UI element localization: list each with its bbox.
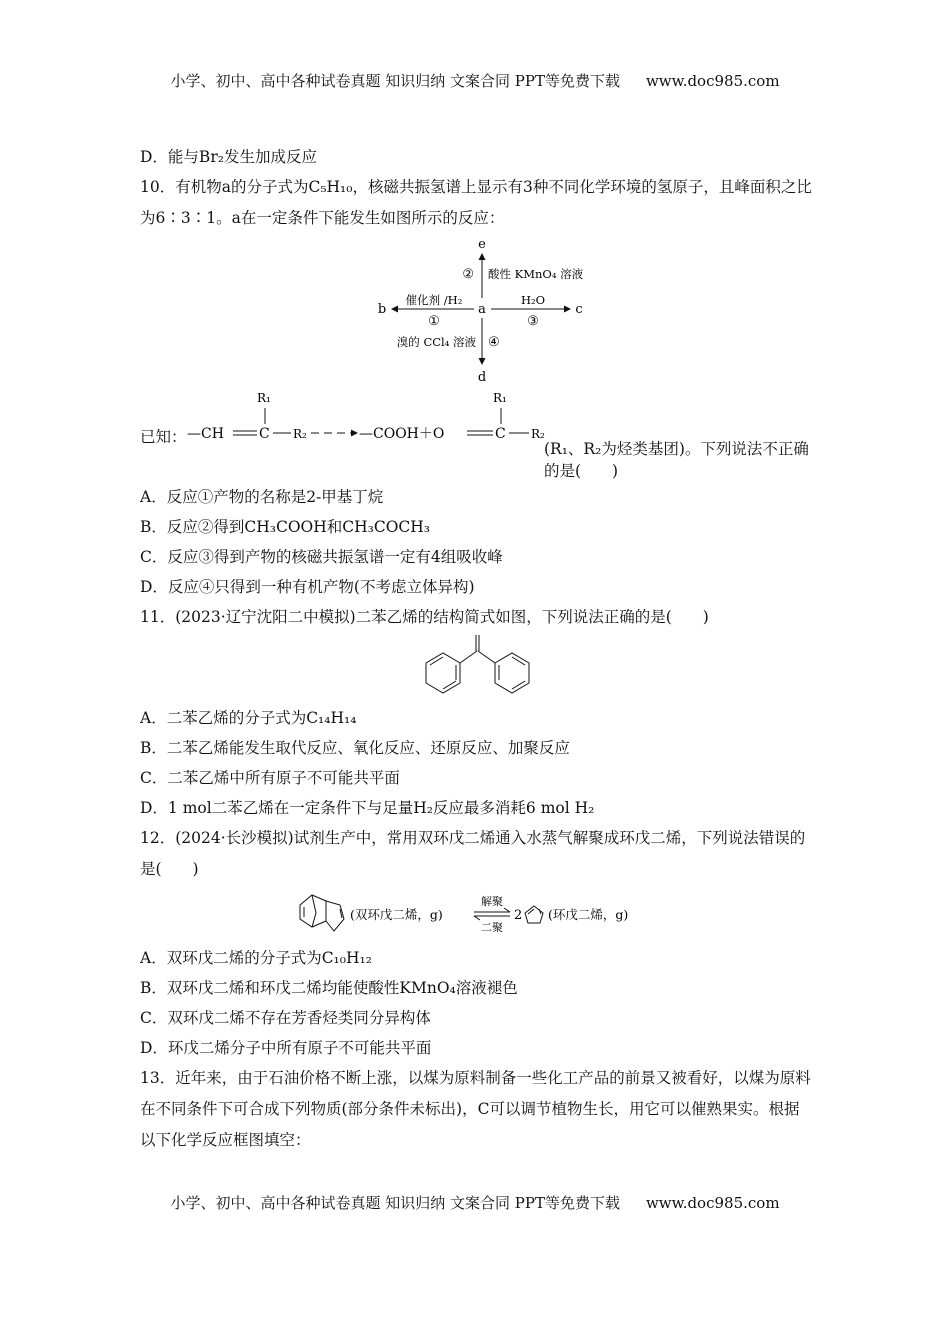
scheme-top: 解聚 [481, 895, 503, 908]
scheme-left-label: (双环戊二烯，g) [350, 907, 443, 922]
eq-r2: R₂ [292, 427, 307, 441]
node-b: b [377, 302, 387, 317]
scheme-right-label: (环戊二烯，g) [548, 907, 629, 922]
q11-option-c: C．二苯乙烯中所有原子不可能共平面 [140, 769, 400, 787]
eq-r1b: R₁ [492, 391, 507, 405]
page-content [140, 142, 812, 1156]
scheme-bottom: 二聚 [481, 921, 503, 934]
down-num: ④ [488, 335, 500, 350]
q12-stem: 12．(2024·长沙模拟)试剂生产中，常用双环戊二烯通入水蒸气解聚成环戊二烯，下列说法错误的是( ) [140, 829, 806, 878]
q12-depolymerization-scheme [296, 887, 656, 943]
q10-option-d: D．反应④只得到一种有机产物(不考虑立体异构) [140, 578, 475, 596]
left-label: 催化剂 /H₂ [405, 293, 463, 307]
q11-option-d: D．1 mol二苯乙烯在一定条件下与足量H₂反应最多消耗6 mol H₂ [140, 799, 595, 817]
header-text: 小学、初中、高中各种试卷真题 知识归纳 文案合同 PPT等免费下载 [170, 72, 620, 90]
up-label: 酸性 KMnO₄ 溶液 [488, 267, 584, 281]
diphenylethylene-structure [416, 633, 536, 703]
q12-option-a: A．双环戊二烯的分子式为C₁₀H₁₂ [140, 949, 372, 967]
known-prefix: 已知： [140, 428, 187, 446]
footer-url[interactable]: www.doc985.com [645, 1194, 780, 1212]
q10-reaction-diagram [346, 236, 606, 384]
node-e: e [478, 237, 486, 252]
q12-option-d: D．环戊二烯分子中所有原子不可能共平面 [140, 1039, 432, 1057]
page-footer [0, 1192, 950, 1213]
left-num: ① [428, 314, 440, 329]
eq-c2: C [494, 426, 506, 442]
right-num: ③ [527, 314, 539, 329]
q13-stem: 13．近年来，由于石油价格不断上涨，以煤为原料制备一些化工产品的前景又被看好，以煤为原料在不同条件下可合成下列物质(部分条件未标出)，C可以调节植物生长，用它可以催熟果实。根据以下化学反应框图填空： [140, 1069, 811, 1149]
down-label: 溴的 CCl₄ 溶液 [396, 335, 476, 349]
q11-option-b: B．二苯乙烯能发生取代反应、氧化反应、还原反应、加聚反应 [140, 739, 570, 757]
q12-option-b: B．双环戊二烯和环戊二烯均能使酸性KMnO₄溶液褪色 [140, 979, 518, 997]
q10-option-b: B．反应②得到CH₃COOH和CH₃COCH₃ [140, 518, 431, 536]
known-suffix-line1: (R₁、R₂为烃类基团)。下列说法不正确的是( ) [544, 440, 809, 480]
right-label: H₂O [520, 293, 546, 307]
eq-left: —CH [186, 426, 224, 442]
eq-r1: R₁ [256, 391, 271, 405]
eq-c: C [258, 426, 270, 442]
q10-stem: 10．有机物a的分子式为C₅H₁₀，核磁共振氢谱上显示有3种不同化学环境的氢原子，且峰面积之比为6∶3∶1。a在一定条件下能发生如图所示的反应： [140, 178, 812, 227]
known-reaction [187, 386, 583, 448]
footer-text: 小学、初中、高中各种试卷真题 知识归纳 文案合同 PPT等免费下载 [170, 1194, 620, 1212]
node-c: c [575, 302, 583, 317]
q11-stem: 11．(2023·辽宁沈阳二中模拟)二苯乙烯的结构简式如图，下列说法正确的是( ) [140, 608, 709, 626]
q10-option-a: A．反应①产物的名称是2-甲基丁烷 [140, 488, 384, 506]
node-a: a [478, 302, 486, 317]
eq-cooh: —COOH＋O [358, 426, 444, 442]
page-header [0, 70, 950, 91]
q11-option-a: A．二苯乙烯的分子式为C₁₄H₁₄ [140, 709, 357, 727]
q9-option-d: D．能与Br₂发生加成反应 [140, 148, 317, 166]
node-d: d [477, 370, 487, 384]
scheme-coef: 2 [514, 908, 523, 923]
q10-option-c: C．反应③得到产物的核磁共振氢谱一定有4组吸收峰 [140, 548, 503, 566]
eq-r2b: R₂ [530, 427, 545, 441]
q12-option-c: C．双环戊二烯不存在芳香烃类同分异构体 [140, 1009, 431, 1027]
header-url[interactable]: www.doc985.com [645, 72, 780, 90]
up-num: ② [462, 267, 474, 282]
